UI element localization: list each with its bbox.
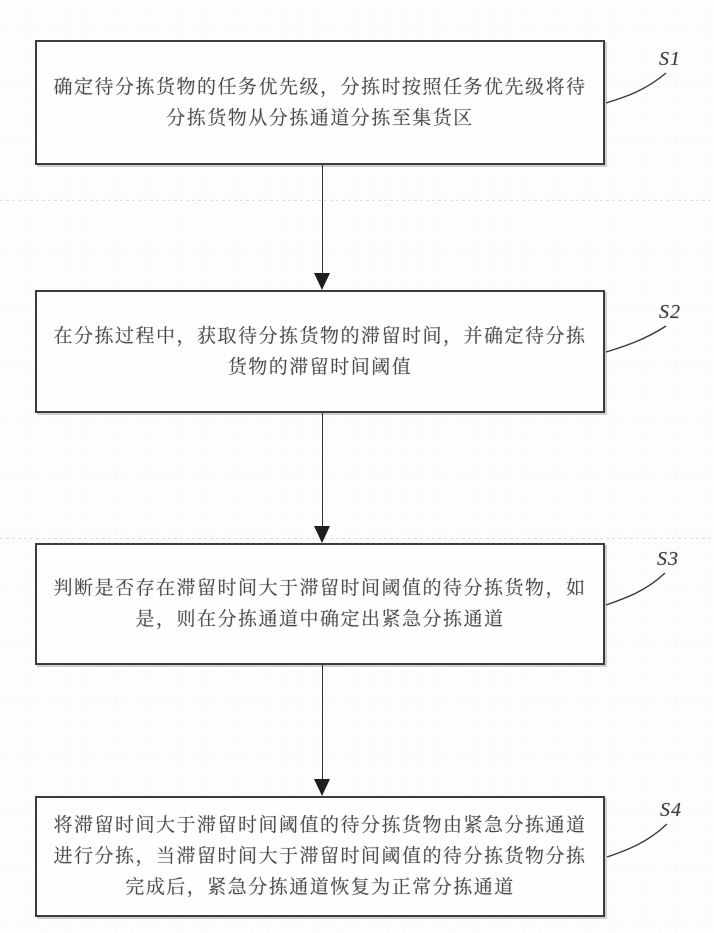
- arrow-shaft: [322, 665, 324, 780]
- scan-artifact-line: [0, 200, 714, 201]
- leader-line-s4: [607, 824, 667, 857]
- step-text-s1: 确定待分拣货物的任务优先级，分拣时按照任务优先级将待分拣货物从分拣通道分拣至集货区: [53, 76, 587, 129]
- down-arrow-icon: [314, 413, 331, 543]
- step-text-s3: 判断是否存在滞留时间大于滞留时间阈值的待分拣货物，如是，则在分拣通道中确定出紧急分拣通道: [53, 578, 587, 630]
- step-text-s4: 将滞留时间大于滞留时间阈值的待分拣货物由紧急分拣通道进行分拣，当滞留时间大于滞留时间阈值的待分拣货物分拣完成后，紧急分拣通道恢复为正常分拣通道: [53, 815, 587, 898]
- leader-line-s1: [606, 73, 666, 103]
- down-arrow-icon: [314, 665, 331, 796]
- step-label-s4: S4: [660, 799, 682, 821]
- arrow-head: [314, 526, 330, 543]
- step-box-s2: [35, 290, 605, 413]
- leader-line-s2: [606, 326, 666, 352]
- step-box-s1: [35, 40, 605, 165]
- arrow-head: [314, 273, 330, 290]
- arrow-shaft: [322, 165, 324, 274]
- step-label-s3: S3: [657, 548, 679, 570]
- step-text-s2: 在分拣过程中，获取待分拣货物的滞留时间，并确定待分拣货物的滞留时间阈值: [53, 325, 587, 378]
- leader-line-s3: [606, 573, 665, 605]
- arrow-shaft: [322, 413, 324, 527]
- scan-artifact-line: [0, 538, 714, 539]
- arrow-head: [314, 779, 330, 796]
- step-box-s3: [35, 543, 605, 665]
- step-label-s1: S1: [659, 48, 681, 70]
- step-box-s4: [35, 796, 605, 917]
- step-label-s2: S2: [659, 301, 681, 323]
- down-arrow-icon: [314, 165, 331, 290]
